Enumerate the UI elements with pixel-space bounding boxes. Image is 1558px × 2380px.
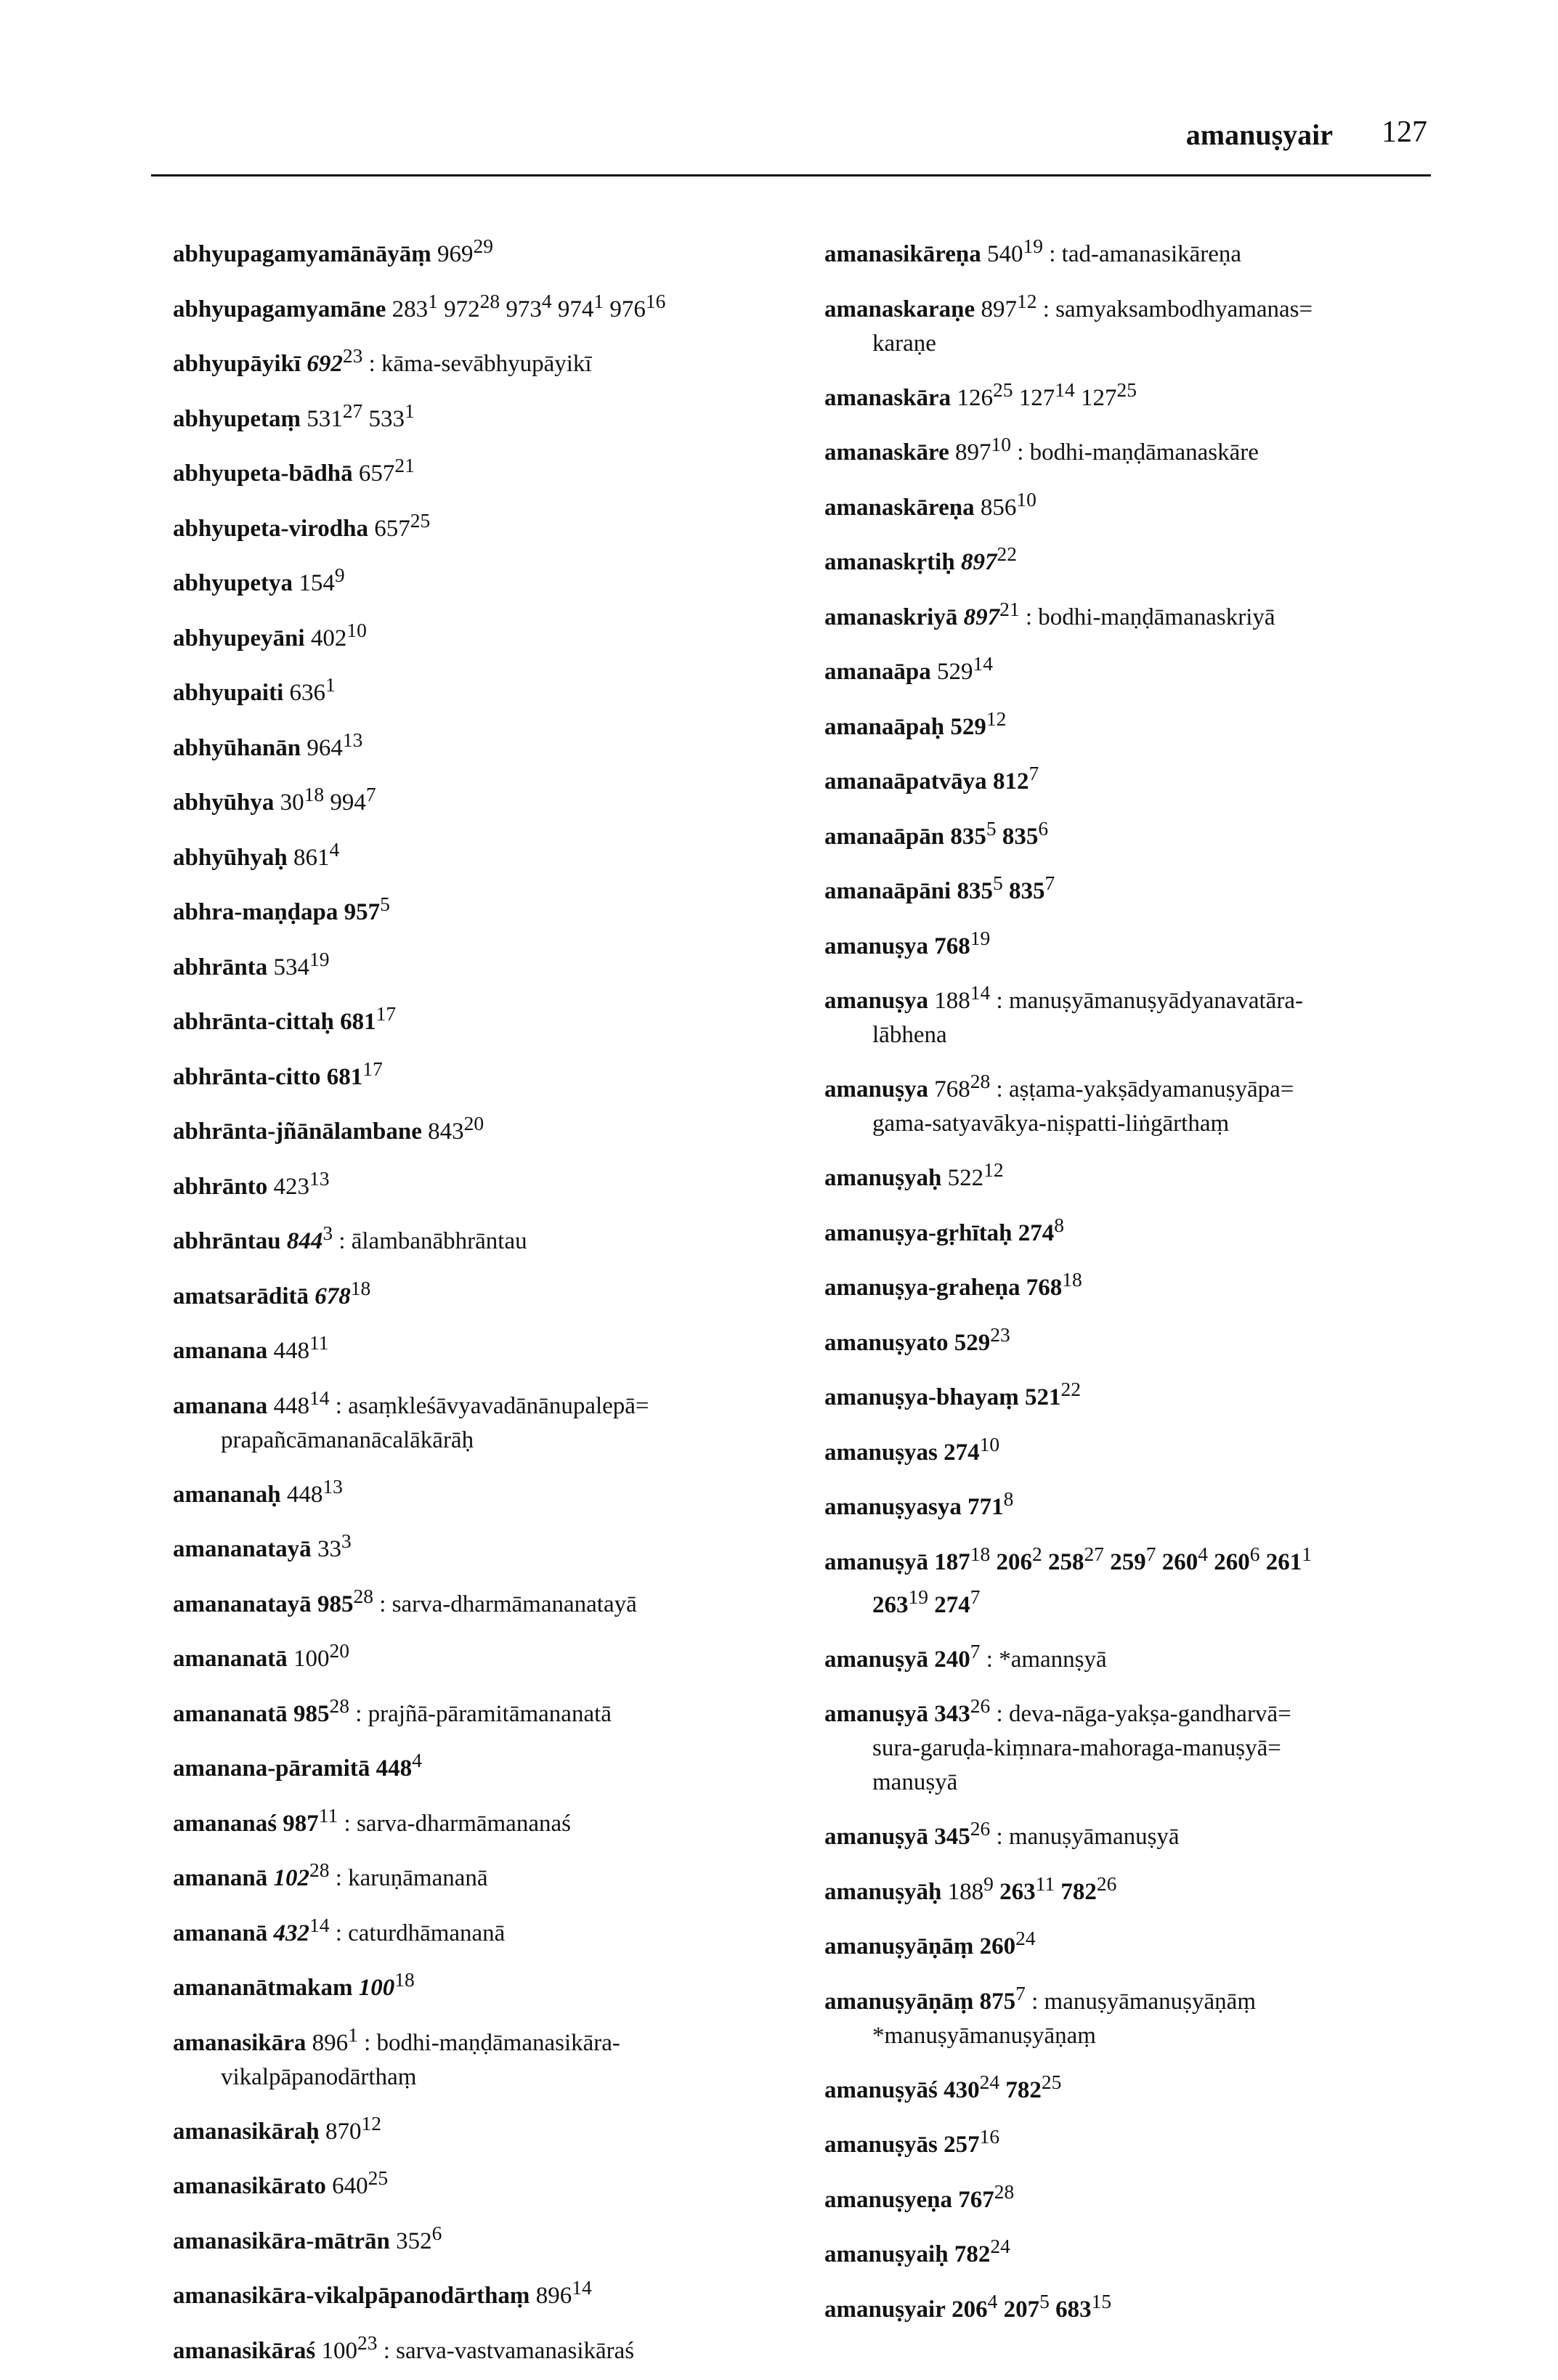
index-entry bbox=[173, 613, 812, 656]
entry-references: $957^5$ bbox=[344, 893, 390, 925]
entry-references: $812^7$ bbox=[992, 762, 1039, 795]
entry-headword: abhyupetaṃ bbox=[173, 405, 301, 432]
entry-headword: abhyupeta-bādhā bbox=[173, 460, 353, 487]
page-header bbox=[145, 109, 1427, 167]
entry-headword: amanuṣyaiḥ bbox=[824, 2241, 949, 2267]
entry-continuation: *manuṣyāmanuṣyāṇaṃ bbox=[872, 2022, 1096, 2049]
entry-references: $531^{27}$ $533^1$ bbox=[307, 399, 415, 432]
index-column-right bbox=[824, 229, 1449, 2339]
entry-headword: amanuṣyeṇa bbox=[824, 2186, 953, 2213]
entry-headword: abhyupeta-virodha bbox=[173, 515, 368, 542]
entry-headword: amanasikāra bbox=[173, 2029, 307, 2056]
entry-headword: amanuṣyas bbox=[824, 1439, 938, 1466]
entry-references: $540^{19}$ : tad-amanasikāreṇa bbox=[987, 235, 1242, 267]
entry-references: $448^{11}$ bbox=[273, 1331, 329, 1364]
entry-references: $352^6$ bbox=[396, 2221, 442, 2254]
entry-references: $274^{10}$ bbox=[944, 1432, 1000, 1466]
entry-headword: amanuṣyāś bbox=[824, 2076, 938, 2103]
page-number: 127 bbox=[1381, 115, 1427, 149]
index-entry bbox=[824, 1208, 1449, 1251]
entry-references: $681^{17}$ bbox=[340, 1002, 397, 1035]
entry-headword: amananatā bbox=[173, 1700, 288, 1727]
index-entry bbox=[824, 975, 1449, 1052]
entry-continuation: vikalpāpanodārthaṃ bbox=[221, 2063, 417, 2090]
entry-headword: amanaskāra bbox=[824, 384, 952, 411]
index-entry bbox=[173, 1908, 812, 1951]
index-entry bbox=[173, 2018, 812, 2095]
entry-references: $521^{22}$ bbox=[1024, 1378, 1081, 1410]
entry-headword: amanasikāra-mātrān bbox=[173, 2227, 390, 2254]
entry-references: $529^{23}$ bbox=[954, 1323, 1010, 1356]
entry-headword: abhrānta-cittaḥ bbox=[173, 1009, 334, 1035]
index-entry bbox=[173, 1798, 812, 1841]
entry-references: $657^{25}$ bbox=[374, 508, 431, 542]
index-entry bbox=[824, 537, 1449, 580]
index-entry bbox=[173, 2106, 812, 2149]
index-entry bbox=[824, 2119, 1449, 2162]
index-entry bbox=[173, 2326, 812, 2368]
entry-headword: amanaāpān bbox=[824, 823, 945, 850]
entry-references: $987^{11}$ : sarva-dharmāmananaś bbox=[283, 1803, 571, 1837]
entry-headword: amanuṣyās bbox=[824, 2132, 938, 2158]
entry-references: $30^{18}$ $994^7$ bbox=[280, 783, 376, 816]
entry-headword: abhrānta-citto bbox=[173, 1063, 321, 1090]
entry-references: $861^4$ bbox=[293, 837, 340, 871]
index-entry bbox=[173, 942, 812, 985]
entry-references: $897^{22}$ bbox=[960, 543, 1017, 575]
index-entry bbox=[173, 448, 812, 491]
index-entry bbox=[173, 1052, 812, 1094]
index-entry bbox=[824, 1976, 1449, 2053]
entry-references: $835^5$ $835^7$ bbox=[957, 872, 1055, 904]
entry-references: $875^7$ : manuṣyāmanuṣyāṇāṃ bbox=[979, 1981, 1256, 2015]
index-entry bbox=[173, 394, 812, 436]
entry-references: $187^{18}$ $206^2$ $258^{27}$ $259^7$ $260^4$ $260^6$ $261^1$ bbox=[934, 1542, 1312, 1575]
index-entry bbox=[173, 1325, 812, 1368]
entry-references: $432^{14}$ : caturdhāmananā bbox=[273, 1913, 506, 1946]
index-entry bbox=[824, 1921, 1449, 1964]
entry-references: $897^{21}$ : bodhi-maṇḍāmanaskriyā bbox=[963, 597, 1275, 630]
entry-references: $636^1$ bbox=[289, 673, 336, 706]
entry-references: $897^{12}$ : samyaksambodhyamanas= bbox=[981, 289, 1313, 322]
entry-headword: abhra-maṇḍapa bbox=[173, 899, 338, 925]
index-entry bbox=[824, 1634, 1449, 1677]
entry-references: $100^{20}$ bbox=[293, 1639, 349, 1672]
entry-references: $768^{28}$ : aṣṭama-yakṣādyamanuṣyāpa= bbox=[934, 1070, 1294, 1102]
entry-references: $896^{14}$ bbox=[535, 2276, 592, 2309]
entry-headword: amananā bbox=[173, 1865, 268, 1891]
entry-headword: amananatayā bbox=[173, 1591, 312, 1617]
entry-references: $896^1$ : bodhi-maṇḍāmanasikāra- bbox=[312, 2023, 620, 2056]
index-entry bbox=[824, 284, 1449, 361]
entry-headword: amanuṣyair bbox=[824, 2296, 946, 2323]
entry-continuation: karaṇe bbox=[872, 330, 936, 357]
entry-references: $856^{10}$ bbox=[980, 487, 1036, 521]
entry-references: $529^{14}$ bbox=[936, 652, 993, 685]
index-entry bbox=[173, 667, 812, 710]
index-entry bbox=[824, 1867, 1449, 1909]
index-entry bbox=[173, 1579, 812, 1622]
entry-references: $100^{23}$ : sarva-vastvamanasikāraś bbox=[321, 2331, 635, 2364]
entry-headword: amananaś bbox=[173, 1810, 277, 1837]
header-rule bbox=[151, 174, 1431, 176]
index-entry bbox=[173, 887, 812, 930]
index-entry bbox=[173, 2270, 812, 2313]
entry-headword: amanuṣya bbox=[824, 1076, 929, 1102]
entry-headword: amanuṣya-graheṇa bbox=[824, 1275, 1021, 1301]
entry-references: $33^3$ bbox=[317, 1530, 352, 1562]
entry-headword: abhyūhyaḥ bbox=[173, 844, 288, 871]
entry-headword: amananatā bbox=[173, 1646, 288, 1672]
entry-references: $126^{25}$ $127^{14}$ $127^{25}$ bbox=[957, 378, 1137, 411]
entry-references: $257^{16}$ bbox=[944, 2125, 1000, 2158]
entry-headword: amanaskaraṇe bbox=[824, 296, 975, 322]
index-entry bbox=[824, 702, 1449, 744]
index-entry bbox=[824, 2284, 1449, 2327]
entry-references: $768^{18}$ bbox=[1026, 1268, 1082, 1301]
entry-headword: abhyūhya bbox=[173, 789, 275, 816]
entry-headword: abhrānta-jñānālambane bbox=[173, 1118, 422, 1145]
entry-headword: amanasikāra-vikalpāpanodārthaṃ bbox=[173, 2283, 530, 2309]
entry-references: $402^{10}$ bbox=[310, 618, 367, 651]
entry-headword: abhyupāyikī bbox=[173, 351, 301, 377]
entry-references: $844^3$ : ālambanābhrāntau bbox=[286, 1222, 527, 1254]
entry-continuation: $263^{19}$ $274^7$ bbox=[872, 1585, 981, 1618]
index-entry bbox=[824, 1427, 1449, 1470]
index-entry bbox=[173, 832, 812, 875]
entry-references: $448^4$ bbox=[376, 1749, 422, 1782]
entry-references: $534^{19}$ bbox=[273, 947, 330, 980]
index-entry bbox=[824, 1482, 1449, 1524]
entry-headword: amanana-pāramitā bbox=[173, 1755, 370, 1782]
index-entry bbox=[824, 1317, 1449, 1360]
entry-references: $771^8$ bbox=[967, 1487, 1014, 1520]
entry-headword: amananātmakam bbox=[173, 1975, 353, 2001]
entry-headword: abhyūhanān bbox=[173, 734, 301, 761]
entry-headword: amatsarāditā bbox=[173, 1283, 309, 1309]
entry-headword: amananatayā bbox=[173, 1536, 312, 1562]
entry-references: $870^{12}$ bbox=[325, 2111, 381, 2145]
entry-references: $240^7$ : *amannṣyā bbox=[934, 1639, 1107, 1673]
index-entry bbox=[173, 2216, 812, 2259]
index-entry bbox=[173, 996, 812, 1039]
index-entry bbox=[173, 1962, 812, 2005]
index-entry bbox=[173, 1271, 812, 1314]
index-entry bbox=[824, 229, 1449, 272]
entry-headword: amanasikārato bbox=[173, 2173, 326, 2199]
index-entry bbox=[173, 558, 812, 601]
running-head: amanuṣyair bbox=[1185, 118, 1333, 151]
index-entry bbox=[824, 2065, 1449, 2108]
index-entry bbox=[824, 1372, 1449, 1415]
entry-references: $640^{25}$ bbox=[332, 2166, 389, 2199]
entry-headword: amananā bbox=[173, 1920, 268, 1946]
entry-references: $782^{24}$ bbox=[954, 2235, 1010, 2267]
index-entry bbox=[173, 1216, 812, 1259]
entry-headword: abhyupaiti bbox=[173, 680, 284, 706]
index-entry bbox=[824, 811, 1449, 854]
entry-headword: abhyupetya bbox=[173, 570, 293, 596]
index-entry bbox=[824, 1262, 1449, 1305]
entry-headword: amanaskāre bbox=[824, 439, 949, 466]
index-entry bbox=[824, 1064, 1449, 1141]
entry-references: $657^{21}$ bbox=[358, 454, 415, 487]
index-entry bbox=[173, 723, 812, 765]
entry-headword: amanasikāraś bbox=[173, 2337, 316, 2364]
entry-headword: amananaḥ bbox=[173, 1481, 281, 1508]
entry-headword: amanuṣyāṇāṃ bbox=[824, 1988, 974, 2015]
index-entry bbox=[824, 1811, 1449, 1854]
entry-headword: amanaskāreṇa bbox=[824, 494, 975, 521]
entry-references: $343^{26}$ : deva-nāga-yakṣa-gandharvā= bbox=[934, 1694, 1291, 1727]
entry-references: $681^{17}$ bbox=[326, 1057, 383, 1090]
entry-headword: amanuṣyā bbox=[824, 1548, 929, 1575]
entry-references: $448^{13}$ bbox=[286, 1474, 343, 1508]
entry-references: $985^{28}$ : sarva-dharmāmananatayā bbox=[317, 1584, 637, 1617]
entry-references: $768^{19}$ bbox=[934, 926, 991, 959]
entry-headword: amanuṣyāḥ bbox=[824, 1878, 942, 1905]
entry-references: $767^{28}$ bbox=[958, 2180, 1015, 2213]
entry-references: $188^{14}$ : manuṣyāmanuṣyādyanavatāra- bbox=[934, 981, 1303, 1014]
index-entry bbox=[824, 1153, 1449, 1195]
entry-references: $430^{24}$ $782^{25}$ bbox=[944, 2070, 1062, 2103]
entry-headword: amanaāpaḥ bbox=[824, 713, 945, 740]
entry-headword: amanasikāreṇa bbox=[824, 241, 981, 267]
index-column-left bbox=[173, 229, 812, 2380]
entry-references: $529^{12}$ bbox=[950, 707, 1007, 740]
entry-headword: amanaāpāni bbox=[824, 878, 952, 904]
entry-headword: amanuṣya bbox=[824, 988, 929, 1014]
index-entry bbox=[824, 1537, 1449, 1622]
entry-references: $283^1$ $972^{28}$ $973^4$ $974^1$ $976^{16}$ bbox=[391, 289, 666, 322]
index-entry bbox=[824, 427, 1449, 470]
index-entry bbox=[173, 1853, 812, 1896]
entry-headword: amanuṣyā bbox=[824, 1701, 929, 1727]
entry-headword: amanana bbox=[173, 1338, 268, 1364]
index-entry bbox=[824, 373, 1449, 415]
entry-headword: abhrāntau bbox=[173, 1228, 281, 1254]
entry-headword: abhrānto bbox=[173, 1173, 268, 1200]
entry-headword: amanuṣyā bbox=[824, 1646, 929, 1673]
index-entry bbox=[173, 1689, 812, 1731]
index-entry bbox=[173, 1161, 812, 1204]
entry-references: $678^{18}$ bbox=[315, 1276, 371, 1309]
entry-references: $964^{13}$ bbox=[307, 728, 363, 761]
index-entry bbox=[824, 646, 1449, 689]
entry-references: $100^{18}$ bbox=[358, 1968, 415, 2001]
entry-headword: abhrānta bbox=[173, 954, 268, 980]
entry-continuation: gama-satyavākya-niṣpatti-liṅgārthaṃ bbox=[872, 1110, 1230, 1137]
entry-headword: amanaskṛtiḥ bbox=[824, 549, 955, 575]
index-entry bbox=[824, 921, 1449, 964]
entry-references: $835^5$ $835^6$ bbox=[950, 816, 1049, 850]
entry-references: $188^9$ $263^{11}$ $782^{26}$ bbox=[947, 1872, 1117, 1905]
entry-references: $260^{24}$ bbox=[979, 1927, 1036, 1959]
entry-headword: amanuṣyā bbox=[824, 1824, 929, 1850]
entry-headword: amanana bbox=[173, 1392, 268, 1419]
entry-continuation: prapañcāmananācalākārāḥ bbox=[221, 1426, 474, 1453]
entry-headword: amanuṣyasya bbox=[824, 1494, 962, 1520]
entry-headword: amanaāpatvāya bbox=[824, 768, 987, 795]
entry-headword: amanuṣya bbox=[824, 933, 929, 959]
index-entry bbox=[824, 592, 1449, 635]
index-entry bbox=[173, 503, 812, 546]
index-entry bbox=[824, 756, 1449, 799]
entry-headword: abhyupagamyamānāyāṃ bbox=[173, 241, 431, 267]
entry-headword: abhyupagamyamāne bbox=[173, 296, 386, 322]
index-entry bbox=[173, 284, 812, 327]
entry-headword: amanuṣyaḥ bbox=[824, 1165, 942, 1191]
index-entry bbox=[173, 1106, 812, 1149]
entry-continuation: lābhena bbox=[872, 1022, 947, 1048]
entry-references: $154^9$ bbox=[299, 564, 345, 596]
index-entry bbox=[173, 1469, 812, 1512]
entry-references: $102^{28}$ : karuṇāmananā bbox=[273, 1859, 488, 1891]
entry-references: $985^{28}$ : prajñā-pāramitāmananatā bbox=[293, 1694, 612, 1727]
entry-headword: amanuṣyāṇāṃ bbox=[824, 1933, 974, 1959]
index-entry bbox=[173, 2161, 812, 2204]
entry-references: $345^{26}$ : manuṣyāmanuṣyā bbox=[934, 1817, 1180, 1850]
index-entry bbox=[824, 482, 1449, 525]
index-entry bbox=[824, 1689, 1449, 1800]
entry-references: $206^4$ $207^5$ $683^{15}$ bbox=[952, 2289, 1112, 2323]
entry-references: $274^8$ bbox=[1018, 1213, 1065, 1246]
entry-continuation: sura-garuḍa-kiṃnara-mahoraga-manuṣyā= manuṣyā bbox=[872, 1735, 1281, 1795]
entry-references: $843^{20}$ bbox=[428, 1112, 484, 1145]
index-entry bbox=[173, 777, 812, 820]
index-entry bbox=[173, 1524, 812, 1567]
entry-headword: amanuṣyato bbox=[824, 1329, 949, 1356]
index-entry bbox=[173, 1633, 812, 1676]
entry-headword: amanaskriyā bbox=[824, 604, 958, 630]
index-entry bbox=[824, 2174, 1449, 2217]
entry-headword: amanasikāraḥ bbox=[173, 2118, 320, 2145]
index-entry bbox=[173, 1743, 812, 1786]
entry-headword: abhyupeyāni bbox=[173, 625, 305, 651]
index-entry bbox=[173, 229, 812, 272]
index-entry bbox=[824, 2229, 1449, 2272]
entry-references: $692^{23}$ : kāma-sevābhyupāyikī bbox=[307, 344, 592, 377]
index-entry bbox=[173, 338, 812, 381]
entry-headword: amanaāpa bbox=[824, 659, 931, 685]
entry-headword: amanuṣya-gṛhītaḥ bbox=[824, 1219, 1013, 1246]
entry-references: $897^{10}$ : bodhi-maṇḍāmanaskāre bbox=[955, 433, 1259, 466]
entry-references: $969^{29}$ bbox=[437, 235, 493, 267]
entry-references: $522^{12}$ bbox=[947, 1158, 1004, 1191]
entry-headword: amanuṣya-bhayaṃ bbox=[824, 1384, 1019, 1410]
entry-references: $423^{13}$ bbox=[273, 1166, 330, 1200]
index-entry bbox=[173, 1381, 812, 1458]
entry-references: $448^{14}$ : asaṃkleśāvyavadānānupalepā= bbox=[273, 1386, 649, 1419]
index-entry bbox=[824, 866, 1449, 909]
